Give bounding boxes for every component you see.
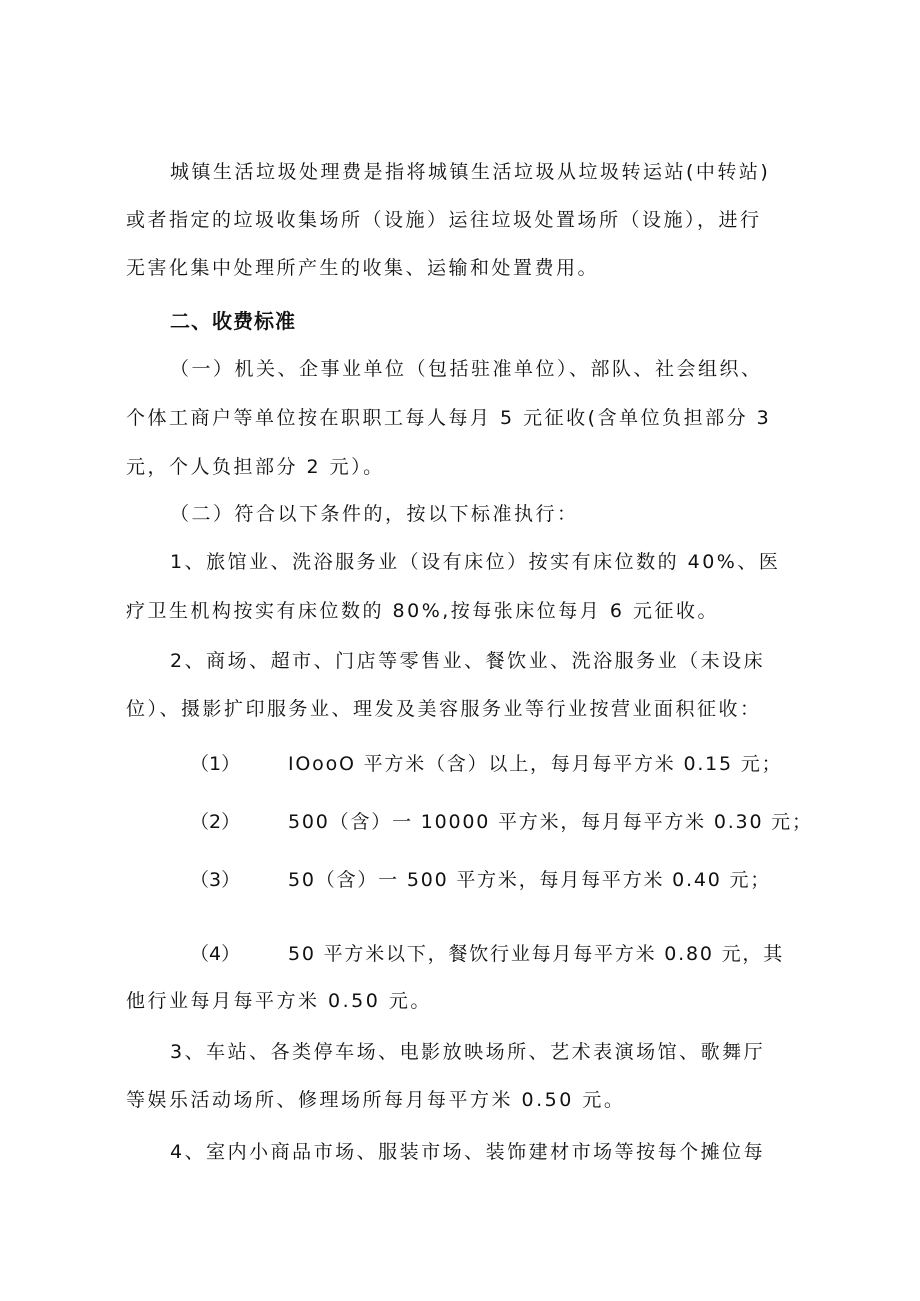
tier-1-label: （1） <box>190 753 241 775</box>
item-2-line-2: 位）、摄影扩印服务业、理发及美容服务业等行业按营业面积征收： <box>126 698 762 720</box>
item-3-line-1: 3、车站、各类停车场、电影放映场所、艺术表演场馆、歌舞厅 <box>170 1041 766 1063</box>
tier-4-label: （4） <box>190 943 241 965</box>
tier-3-text: 50（含）一 500 平方米，每月每平方米 0.40 元； <box>288 869 772 891</box>
item-3-line-2: 等娱乐活动场所、修理场所每月每平方米 0.50 元。 <box>126 1089 626 1111</box>
tier-4-text: 50 平方米以下，餐饮行业每月每平方米 0.80 元，其 <box>288 943 785 965</box>
tier-4-continuation: 他行业每月每平方米 0.50 元。 <box>126 990 432 1012</box>
tier-2-label: （2） <box>190 811 241 833</box>
tier-2-text: 500（含）一 10000 平方米，每月每平方米 0.30 元； <box>288 811 813 833</box>
clause-2-line-1: （二）符合以下条件的，按以下标准执行： <box>170 503 579 525</box>
definition-line-3: 无害化集中处理所产生的收集、运输和处置费用。 <box>126 257 600 279</box>
item-4-line-1: 4、室内小商品市场、服装市场、装饰建材市场等按每个摊位每 <box>170 1141 766 1163</box>
definition-line-2: 或者指定的垃圾收集场所（设施）运往垃圾处置场所（设施），进行 <box>126 209 762 231</box>
clause-1-line-1: （一）机关、企事业单位（包括驻准单位）、部队、社会组织、 <box>170 358 763 380</box>
section-heading: 二、收费标准 <box>170 309 296 333</box>
definition-line-1: 城镇生活垃圾处理费是指将城镇生活垃圾从垃圾转运站(中转站) <box>170 161 771 183</box>
clause-1-line-2: 个体工商户等单位按在职职工每人每月 5 元征收(含单位负担部分 3 <box>126 407 772 429</box>
item-2-line-1: 2、商场、超市、门店等零售业、餐饮业、洗浴服务业（未设床 <box>170 650 766 672</box>
item-1-line-2: 疗卫生机构按实有床位数的 80%,按每张床位每月 6 元征收。 <box>126 600 719 622</box>
item-1-line-1: 1、旅馆业、洗浴服务业（设有床位）按实有床位数的 40%、医 <box>170 551 781 573</box>
tier-1-text: IOooO 平方米（含）以上，每月每平方米 0.15 元； <box>288 753 783 775</box>
clause-1-line-3: 元，个人负担部分 2 元）。 <box>126 456 385 478</box>
tier-3-label: （3） <box>190 869 241 891</box>
